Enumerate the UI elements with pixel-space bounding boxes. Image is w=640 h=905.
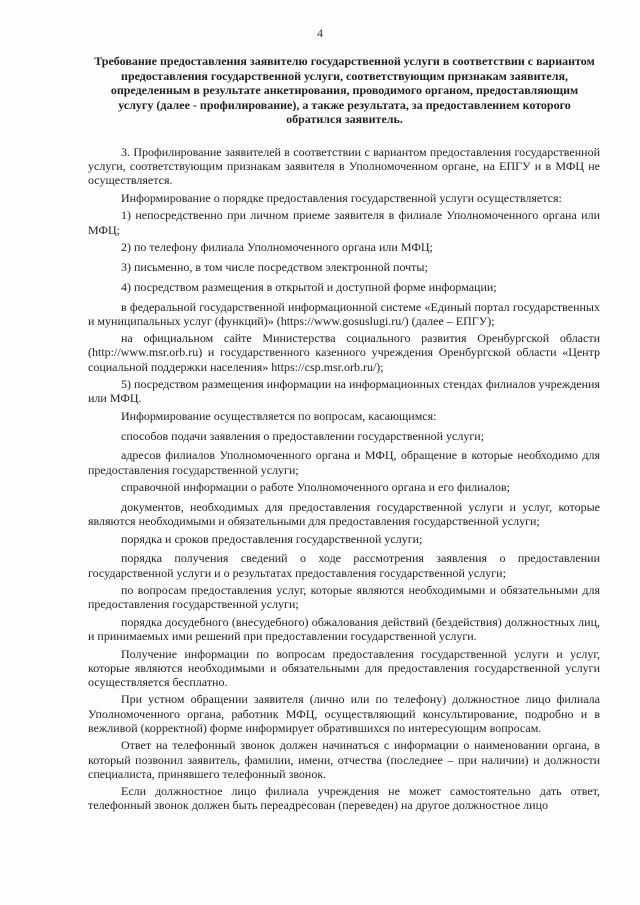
paragraph: 3) письменно, в том числе посредством электронной почты; (121, 259, 428, 274)
paragraph: 3. Профилирование заявителей в соответствии с вариантом предоставления государственной услуги, соответствующим признакам заявителя в Уполномоченном органе, на ЕПГУ и в МФЦ не осуществляется. (88, 145, 600, 188)
paragraph: Ответ на телефонный звонок должен начинаться с информации о наименовании органа, в который позвонил заявитель, фамилии, имени, отчества (последнее – при наличии) и должности специалиста, принявшего телефонный звонок. (88, 738, 600, 781)
paragraph: 5) посредством размещения информации на информационных стендах филиалов учреждения или МФЦ. (88, 377, 600, 406)
document-body (88, 145, 600, 816)
paragraph: справочной информации о работе Уполномоченного органа и его филиалов; (121, 480, 511, 495)
paragraph: 4) посредством размещения в открытой и доступной форме информации; (121, 279, 497, 294)
paragraph: порядка получения сведений о ходе рассмотрения заявления о предоставлении государственной услуги и о результатах предоставления государственной услуги; (88, 551, 600, 580)
paragraph: порядка досудебного (внесудебного) обжалования действий (бездействия) должностных лиц, и принимаемых ими решений при предоставлении государственной услуги. (88, 614, 600, 644)
paragraph: Получение информации по вопросам предоставления государственной услуги и услуг, которые являются необходимыми и обязательными для предоставления государственной услуги осуществляется бесплатно. (88, 646, 600, 689)
page-number: 4 (317, 26, 323, 40)
paragraph: в федеральной государственной информационной системе «Единый портал государственных и муниципальных услуг (функций)» (https://www.gosuslugi.ru/) (далее – ЕПГУ); (88, 299, 600, 328)
paragraph: Информирование осуществляется по вопросам, касающимся: (121, 408, 437, 423)
paragraph: способов подачи заявления о предоставлении государственной услуги; (121, 428, 485, 443)
paragraph: Если должностное лицо филиала учреждения не может самостоятельно дать ответ, телефонный звонок должен быть переадресован (переведен) на другое должностное лицо (88, 784, 600, 813)
paragraph: 2) по телефону филиала Уполномоченного органа или МФЦ; (121, 240, 433, 255)
paragraph: на официальном сайте Министерства социального развития Оренбургской области (http://www.msr.orb.ru) и государственного казенного учреждения Оренбургской области «Центр социальной поддержки населения» https://csp.msr.orb.ru/); (88, 331, 600, 374)
section-title: Требование предоставления заявителю государственной услуги в соответствии с вариантом предоставления государственной услуги, соответствующим признакам заявителя, определенным в результате анкетирования, проводимого органом, предоставляющим услугу (далее - профилирование), а также результата, за предоставлением которого обратился заявитель. (94, 54, 595, 127)
paragraph: адресов филиалов Уполномоченного органа и МФЦ, обращение в которые необходимо для предоставления государственной услуги; (88, 448, 600, 477)
paragraph: по вопросам предоставления услуг, которые являются необходимыми и обязательными для предоставления государственной услуги; (88, 583, 600, 612)
paragraph: Информирование о порядке предоставления государственной услуги осуществляется: (121, 190, 562, 205)
paragraph: документов, необходимых для предоставления государственной услуги и услуг, которые являются необходимыми и обязательными для предоставления государственной услуги; (88, 499, 600, 529)
paragraph: При устном обращении заявителя (лично или по телефону) должностное лицо филиала Уполномоченного органа, работник МФЦ, осуществляющий консультирование, подробно и в вежливой (корректной) форме информирует обратившихся по интересующим вопросам. (88, 692, 600, 735)
paragraph: порядка и сроков предоставления государственной услуги; (121, 531, 423, 546)
paragraph: 1) непосредственно при личном приеме заявителя в филиале Уполномоченного органа или МФЦ; (88, 208, 600, 237)
